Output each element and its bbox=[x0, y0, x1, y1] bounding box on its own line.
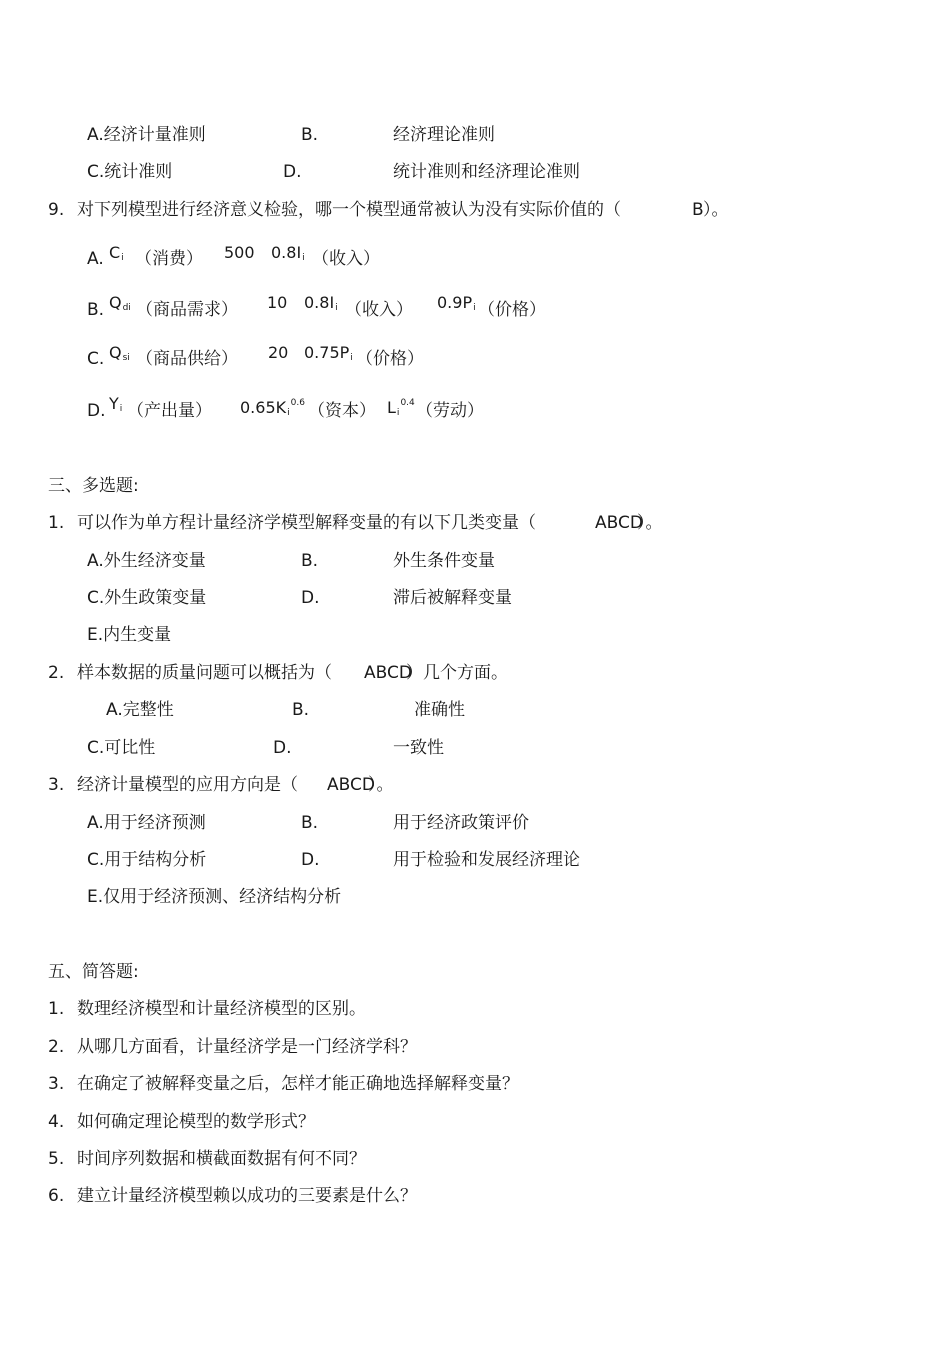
q9-text: 对下列模型进行经济意义检验，哪一个模型通常被认为没有实际价值的（ bbox=[77, 200, 621, 220]
q9-c-constant: 20 bbox=[268, 343, 289, 362]
q9-a-constant: 500 bbox=[224, 243, 255, 262]
q9-b-term1: $0.8I_i$ bbox=[304, 293, 338, 313]
s5-item-number: 4. bbox=[48, 1112, 65, 1132]
q9-d-var: $Y_i$ bbox=[109, 394, 123, 414]
q9-d-desc3: （劳动） bbox=[416, 401, 484, 421]
section3-title: 三、多选题: bbox=[48, 476, 139, 496]
m2-option-d-text: 一致性 bbox=[393, 738, 444, 758]
m2-option-b-label: B. bbox=[292, 700, 310, 720]
s5-item-text: 如何确定理论模型的数学形式？ bbox=[77, 1112, 315, 1132]
q9-answer: B bbox=[692, 200, 704, 220]
s5-item-number: 1. bbox=[48, 999, 65, 1019]
m2-end: ）几个方面。 bbox=[406, 663, 508, 683]
m3-option-e: E.仅用于经济预测、经济结构分析 bbox=[87, 887, 342, 907]
q9-a-desc2: （收入） bbox=[312, 249, 380, 269]
s5-item-text: 建立计量经济模型赖以成功的三要素是什么？ bbox=[77, 1186, 417, 1206]
q9-c-label: C. bbox=[87, 349, 105, 369]
m1-number: 1. bbox=[48, 513, 65, 533]
q9-b-term2: $0.9P_i$ bbox=[437, 293, 476, 313]
section5-title: 五、简答题: bbox=[48, 962, 139, 982]
m3-option-d-text: 用于检验和发展经济理论 bbox=[393, 850, 580, 870]
q9-end: ）。 bbox=[703, 200, 729, 220]
q9-b-desc: （商品需求） bbox=[136, 300, 238, 320]
m2-text: 样本数据的质量问题可以概括为（ bbox=[77, 663, 332, 683]
s5-item-number: 2. bbox=[48, 1037, 65, 1057]
q8-option-c: C.统计准则 bbox=[87, 162, 173, 182]
m3-option-a: A.用于经济预测 bbox=[87, 813, 206, 833]
q9-number: 9. bbox=[48, 200, 65, 220]
s5-item-text: 在确定了被解释变量之后，怎样才能正确地选择解释变量？ bbox=[77, 1074, 519, 1094]
m1-option-e: E.内生变量 bbox=[87, 625, 172, 645]
s5-item-text: 从哪几方面看，计量经济学是一门经济学科？ bbox=[77, 1037, 417, 1057]
m1-option-b-text: 外生条件变量 bbox=[393, 551, 495, 571]
m2-option-b-text: 准确性 bbox=[414, 700, 465, 720]
q9-b-constant: 10 bbox=[267, 293, 288, 312]
q9-b-desc3: （价格） bbox=[478, 300, 546, 320]
q9-b-label: B. bbox=[87, 300, 105, 320]
s5-item-text: 数理经济模型和计量经济模型的区别。 bbox=[77, 999, 366, 1019]
m3-option-b-text: 用于经济政策评价 bbox=[393, 813, 529, 833]
q8-option-b-text: 经济理论准则 bbox=[393, 125, 495, 145]
s5-item-number: 6. bbox=[48, 1186, 65, 1206]
m3-option-c: C.用于结构分析 bbox=[87, 850, 207, 870]
m3-text: 经济计量模型的应用方向是（ bbox=[77, 775, 298, 795]
m1-option-b-label: B. bbox=[301, 551, 319, 571]
m1-option-a: A.外生经济变量 bbox=[87, 551, 206, 571]
q9-c-term: $0.75P_i$ bbox=[304, 343, 353, 363]
q8-option-d-label: D. bbox=[283, 162, 302, 182]
s5-item-text: 时间序列数据和横截面数据有何不同？ bbox=[77, 1149, 366, 1169]
m1-end: ）。 bbox=[637, 513, 663, 533]
m3-number: 3. bbox=[48, 775, 65, 795]
m3-option-b-label: B. bbox=[301, 813, 319, 833]
m2-option-d-label: D. bbox=[273, 738, 292, 758]
m1-answer: ABCD bbox=[595, 513, 643, 533]
q9-d-label: D. bbox=[87, 401, 106, 421]
m3-end: ）。 bbox=[368, 775, 394, 795]
q9-a-var: $C_i$ bbox=[109, 243, 124, 263]
q9-d-term2: $L_i^{0.4}$ bbox=[387, 398, 415, 418]
q9-c-desc: （商品供给） bbox=[136, 349, 238, 369]
m1-option-d-text: 滞后被解释变量 bbox=[393, 588, 512, 608]
q9-c-desc2: （价格） bbox=[356, 349, 424, 369]
m3-option-d-label: D. bbox=[301, 850, 320, 870]
q9-b-desc2: （收入） bbox=[345, 300, 413, 320]
q9-d-desc: （产出量） bbox=[127, 401, 212, 421]
m1-text: 可以作为单方程计量经济学模型解释变量的有以下几类变量（ bbox=[77, 513, 536, 533]
m3-answer: ABCD bbox=[327, 775, 375, 795]
m2-number: 2. bbox=[48, 663, 65, 683]
m2-answer: ABCD bbox=[364, 663, 412, 683]
q8-option-a: A.经济计量准则 bbox=[87, 125, 206, 145]
m2-option-a: A.完整性 bbox=[106, 700, 174, 720]
q9-a-desc: （消费） bbox=[135, 249, 203, 269]
s5-item-number: 5. bbox=[48, 1149, 65, 1169]
s5-item-number: 3. bbox=[48, 1074, 65, 1094]
m1-option-d-label: D. bbox=[301, 588, 320, 608]
q8-option-b-label: B. bbox=[301, 125, 319, 145]
m2-option-c: C.可比性 bbox=[87, 738, 156, 758]
m1-option-c: C.外生政策变量 bbox=[87, 588, 207, 608]
q9-d-term1: $0.65K_i^{0.6}$ bbox=[240, 398, 305, 418]
q9-b-var: $Q_{di}$ bbox=[109, 293, 131, 313]
q9-a-label: A. bbox=[87, 249, 104, 269]
q9-d-desc2: （资本） bbox=[308, 401, 376, 421]
q9-a-term: $0.8I_i$ bbox=[271, 243, 305, 263]
q9-c-var: $Q_{si}$ bbox=[109, 343, 130, 363]
q8-option-d-text: 统计准则和经济理论准则 bbox=[393, 162, 580, 182]
